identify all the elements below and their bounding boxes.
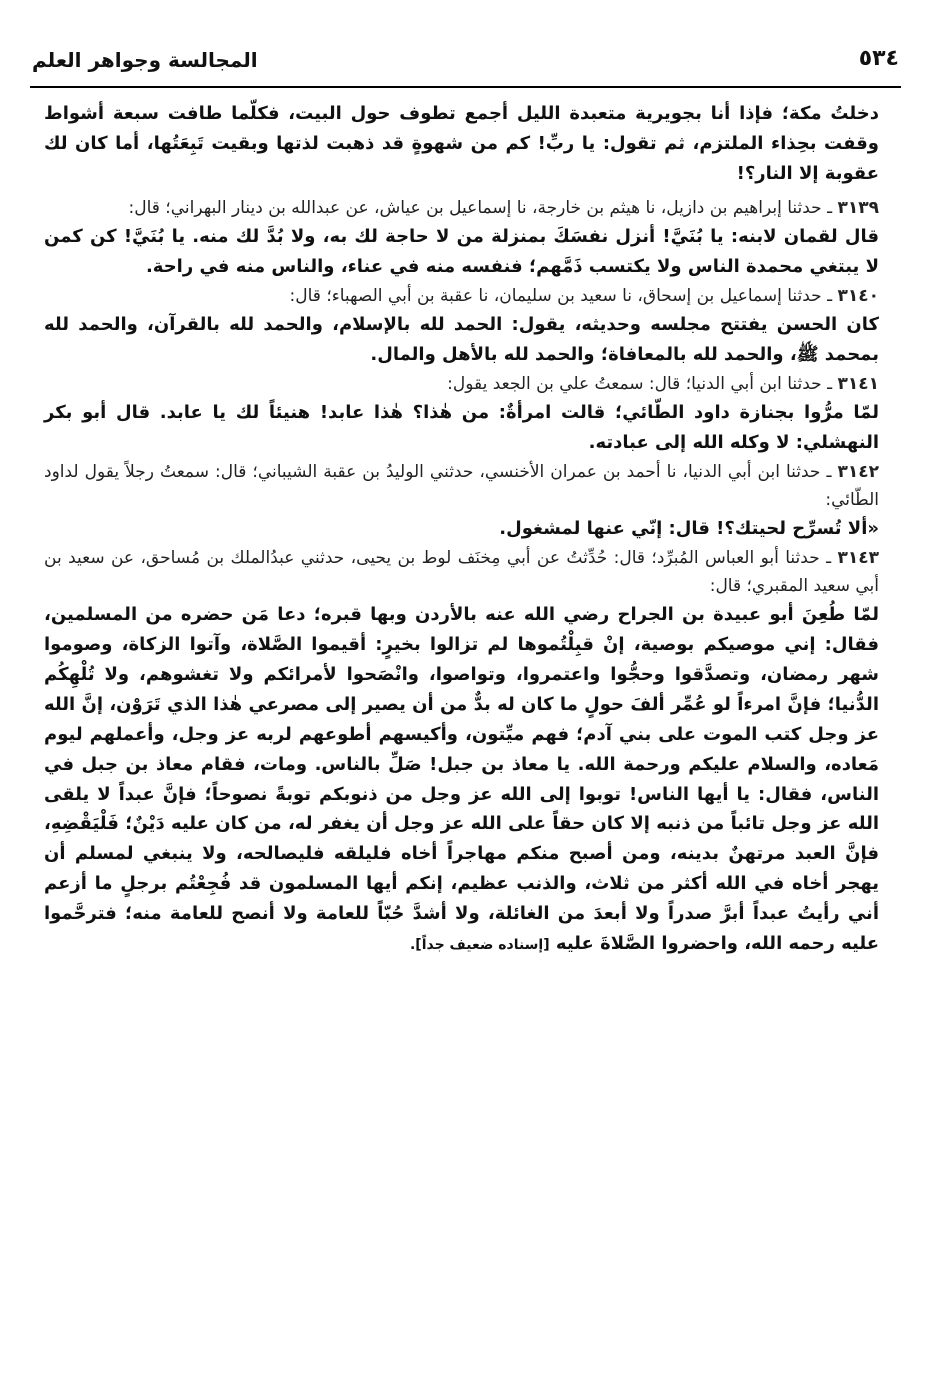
isnad-paragraph [44, 194, 879, 222]
narration-body: «ألا تُسرِّح لحيتك؟! قال: إنّي عنها لمشغول. [499, 517, 879, 539]
running-title: المجالسة وجواهر العلم [32, 48, 258, 72]
hadith-number: ٣١٣٩ [837, 197, 879, 218]
page-body [44, 99, 879, 959]
isnad-chain: ـ حدثنا إبراهيم بن دازيل، نا هيثم بن خارجة، نا إسماعيل بن عياش، عن عبدالله بن دينار البهراني؛ قال: [128, 197, 833, 218]
narration-body: قال لقمان لابنه: يا بُنَيَّ! أنزل نفسَكَ بمنزلة من لا حاجة لك به، ولا بُدَّ لك منه. يا بُنَيَّ! كن كمن لا يبتغي محمدة الناس ولا يكتسب ذَمَّهم؛ فنفسه منه في عناء، والناس منه في راحة. [44, 225, 879, 277]
grading-note: [إسناده ضعيف جداً]. [409, 936, 550, 953]
page-number: ٥٣٤ [858, 46, 899, 71]
hadith-number: ٣١٤٣ [837, 547, 880, 568]
narration-text [44, 99, 879, 189]
isnad-chain: ـ حدثنا ابن أبي الدنيا، نا أحمد بن عمران الأخنسي، حدثني الوليدُ بن عقبة الشيباني؛ قال: سمعتُ رجلاً يقول لداود الطّائي: [44, 461, 879, 510]
isnad-chain: ـ حدثنا ابن أبي الدنيا؛ قال: سمعتُ علي بن الجعد يقول: [447, 373, 833, 394]
narration-text [44, 600, 879, 959]
narration-text [44, 398, 879, 458]
hadith-number: ٣١٤٢ [837, 461, 879, 482]
header-rule [30, 86, 901, 88]
isnad-chain: ـ حدثنا أبو العباس المُبرِّد؛ قال: حُدِّثتُ عن أبي مِخنَف لوط بن يحيى، حدثني عبدُالملك بن مُساحق، عن سعيد بن أبي سعيد المقبري؛ قال: [44, 547, 879, 597]
narration-text [44, 222, 879, 282]
hadith-number: ٣١٤١ [837, 373, 879, 394]
narration-body: لمّا طُعِنَ أبو عبيدة بن الجراح رضي الله عنه بالأردن وبها قبره؛ دعا مَن حضره من المسلمين، فقال: إني موصيكم بوصية، إنْ قبِلْتُموها لم تزالوا بخيرٍ: أقيموا الصَّلاة، وآتوا الزكاة، وصوموا شهر رمضان، وتصدَّقوا وحجُّوا واعتمروا، وتواصوا، وانْصَحوا لأمرائكم ولا تغشوهم، ولا تُلْهِكُم الدُّنيا؛ فإنَّ امرءاً لو عُمِّر ألفَ حولٍ ما كان له بدٌّ من أن يصير إلى مصرعي هٰذا الذي تَرَوْن، إنَّ الله عز وجل كتب الموت على بني آدم؛ فهم ميِّتون، وأكيسهم أطوعهم لربه عز وجل، وأعملهم ليوم مَعاده، والسلام عليكم ورحمة الله. يا معاذ بن جبل! صَلِّ بالناس. ومات، فقام معاذ بن جبل في الناس، فقال: يا أيها الناس! توبوا إلى الله عز وجل من ذنوبكم توبةً نصوحاً؛ فإنَّ عبداً لا يلقى الله عز وجل تائباً من ذنبه إلا كان حقاً على الله عز وجل أن يغفر له، من كان عليه دَيْنٌ؛ فَلْيَقْضِهِ، فإنَّ العبد مرتهنٌ بدينه، ومن أصبح منكم مهاجراً أخاه فليلقه فليصالحه، ولا ينبغي لمسلم أن يهجر أخاه في الله أكثر من ثلاث، والذنب عظيم، إنكم أيها المسلمون قد فُجِعْتُم برجلٍ ما أزعم أني رأيتُ عبداً أبرَّ صدراً ولا أبعدَ من الغائلة، ولا أشدَّ حُبّاً للعامة ولا أنصح للعامة منه؛ فترحَّموا عليه رحمه الله، واحضروا الصَّلاةَ عليه [44, 604, 879, 954]
isnad-paragraph [44, 370, 879, 398]
isnad-chain: ـ حدثنا إسماعيل بن إسحاق، نا سعيد بن سليمان، نا عقبة بن أبي الصهباء؛ قال: [289, 285, 833, 306]
isnad-paragraph [44, 458, 879, 514]
page-header [0, 0, 947, 80]
narration-text [44, 514, 879, 544]
narration-body: كان الحسن يفتتح مجلسه وحديثه، يقول: الحمد لله بالإسلام، والحمد لله بالقرآن، والحمد لله بمحمد ﷺ، والحمد لله بالمعافاة؛ والحمد لله بالأهل والمال. [44, 313, 879, 365]
isnad-paragraph [44, 544, 879, 600]
hadith-number: ٣١٤٠ [837, 285, 879, 306]
narration-body: دخلتُ مكة؛ فإذا أنا بجويرية متعبدة الليل أجمع تطوف حول البيت، فكلّما طافت سبعة أشواط وقفت بحِذاء الملتزم، ثم تقول: يا ربِّ! كم من شهوةٍ قد ذهبت لذتها وبقيت تَبِعَتُها، أما كان لك عقوبة إلا النار؟! [44, 103, 879, 184]
isnad-paragraph [44, 282, 879, 310]
narration-text [44, 310, 879, 370]
narration-body: لمّا مرُّوا بجنازة داود الطّائي؛ قالت امرأةٌ: من هٰذا؟ هٰذا عابد! هنيئاً لك يا عابد. قال أبو بكر النهشلي: لا وكله الله إلى عبادته. [44, 401, 879, 453]
